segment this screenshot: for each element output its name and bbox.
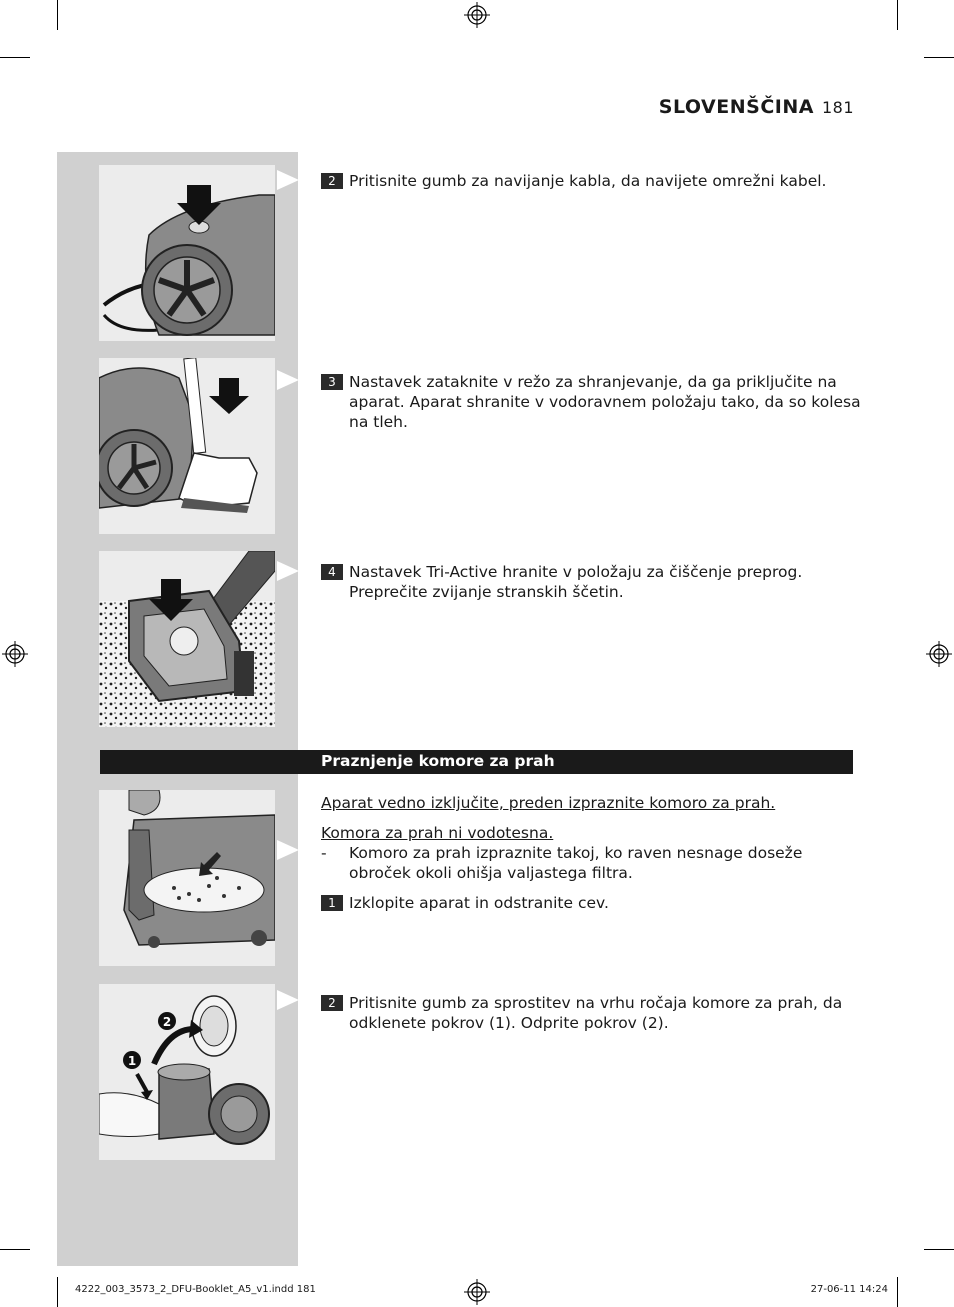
crop-mark xyxy=(57,1277,58,1307)
crop-mark xyxy=(897,0,898,30)
step-text: Izklopite aparat in odstranite cev. xyxy=(349,894,609,912)
illustration-triactive-nozzle xyxy=(99,551,275,727)
step-text: Nastavek Tri-Active hranite v položaju za čiščenje preprog. Preprečite zvijanje stranskih ščetin. xyxy=(349,563,803,601)
registration-mark-icon xyxy=(464,1279,490,1305)
pointer-triangle xyxy=(277,840,299,860)
illustration-cord-rewind xyxy=(99,165,275,341)
step-item xyxy=(321,171,861,191)
step-text: Pritisnite gumb za sprostitev na vrhu ročaja komore za prah, da odklenete pokrov (1). Odprite pokrov (2). xyxy=(349,994,843,1032)
crop-mark xyxy=(924,1249,954,1250)
step-number: 3 xyxy=(321,374,343,390)
crop-mark xyxy=(897,1277,898,1307)
registration-mark-icon xyxy=(2,641,28,667)
step-item xyxy=(321,562,861,602)
warning-note xyxy=(321,793,861,813)
footer-file-info: 4222_003_3573_2_DFU-Booklet_A5_v1.indd 181 xyxy=(75,1284,316,1295)
step-number: 2 xyxy=(321,995,343,1011)
warning-text: Komora za prah ni vodotesna. xyxy=(321,824,554,842)
illustration-nozzle-parking xyxy=(99,358,275,534)
bullet-text: Komoro za prah izpraznite takoj, ko raven nesnage doseže obroček okoli ohišja valjastega filtra. xyxy=(349,844,803,882)
footer-date: 27-06-11 14:24 xyxy=(810,1284,888,1295)
crop-mark xyxy=(57,0,58,30)
pointer-triangle xyxy=(277,170,299,190)
pointer-triangle xyxy=(277,561,299,581)
page-header xyxy=(659,96,854,118)
step-number: 2 xyxy=(321,173,343,189)
step-number: 4 xyxy=(321,564,343,580)
step-number: 1 xyxy=(321,895,343,911)
crop-mark xyxy=(0,57,30,58)
pointer-triangle xyxy=(277,370,299,390)
warning-text: Aparat vedno izključite, preden izpraznite komoro za prah. xyxy=(321,794,776,812)
crop-mark xyxy=(924,57,954,58)
step-item xyxy=(321,993,861,1033)
section-title: Praznjenje komore za prah xyxy=(321,752,555,770)
warning-note xyxy=(321,823,861,843)
bullet-dash: - xyxy=(321,844,327,862)
step-item xyxy=(321,893,861,913)
registration-mark-icon xyxy=(464,2,490,28)
registration-mark-icon xyxy=(926,641,952,667)
language-title: SLOVENŠČINA xyxy=(658,96,814,118)
callout-1: 1 xyxy=(127,1054,137,1068)
callout-2: 2 xyxy=(162,1015,172,1029)
step-text: Nastavek zataknite v režo za shranjevanje, da ga priključite na aparat. Aparat shranite v vodoravnem položaju tako, da so kolesa na tleh. xyxy=(349,373,861,431)
step-text: Pritisnite gumb za navijanje kabla, da navijete omrežni kabel. xyxy=(349,172,827,190)
section-title-bar xyxy=(100,750,853,774)
crop-mark xyxy=(0,1249,30,1250)
illustration-open-lid xyxy=(99,984,275,1160)
illustration-dust-container xyxy=(99,790,275,966)
page-number: 181 xyxy=(821,98,854,117)
step-item xyxy=(321,372,861,432)
pointer-triangle xyxy=(277,990,299,1010)
bullet-item xyxy=(321,843,861,883)
